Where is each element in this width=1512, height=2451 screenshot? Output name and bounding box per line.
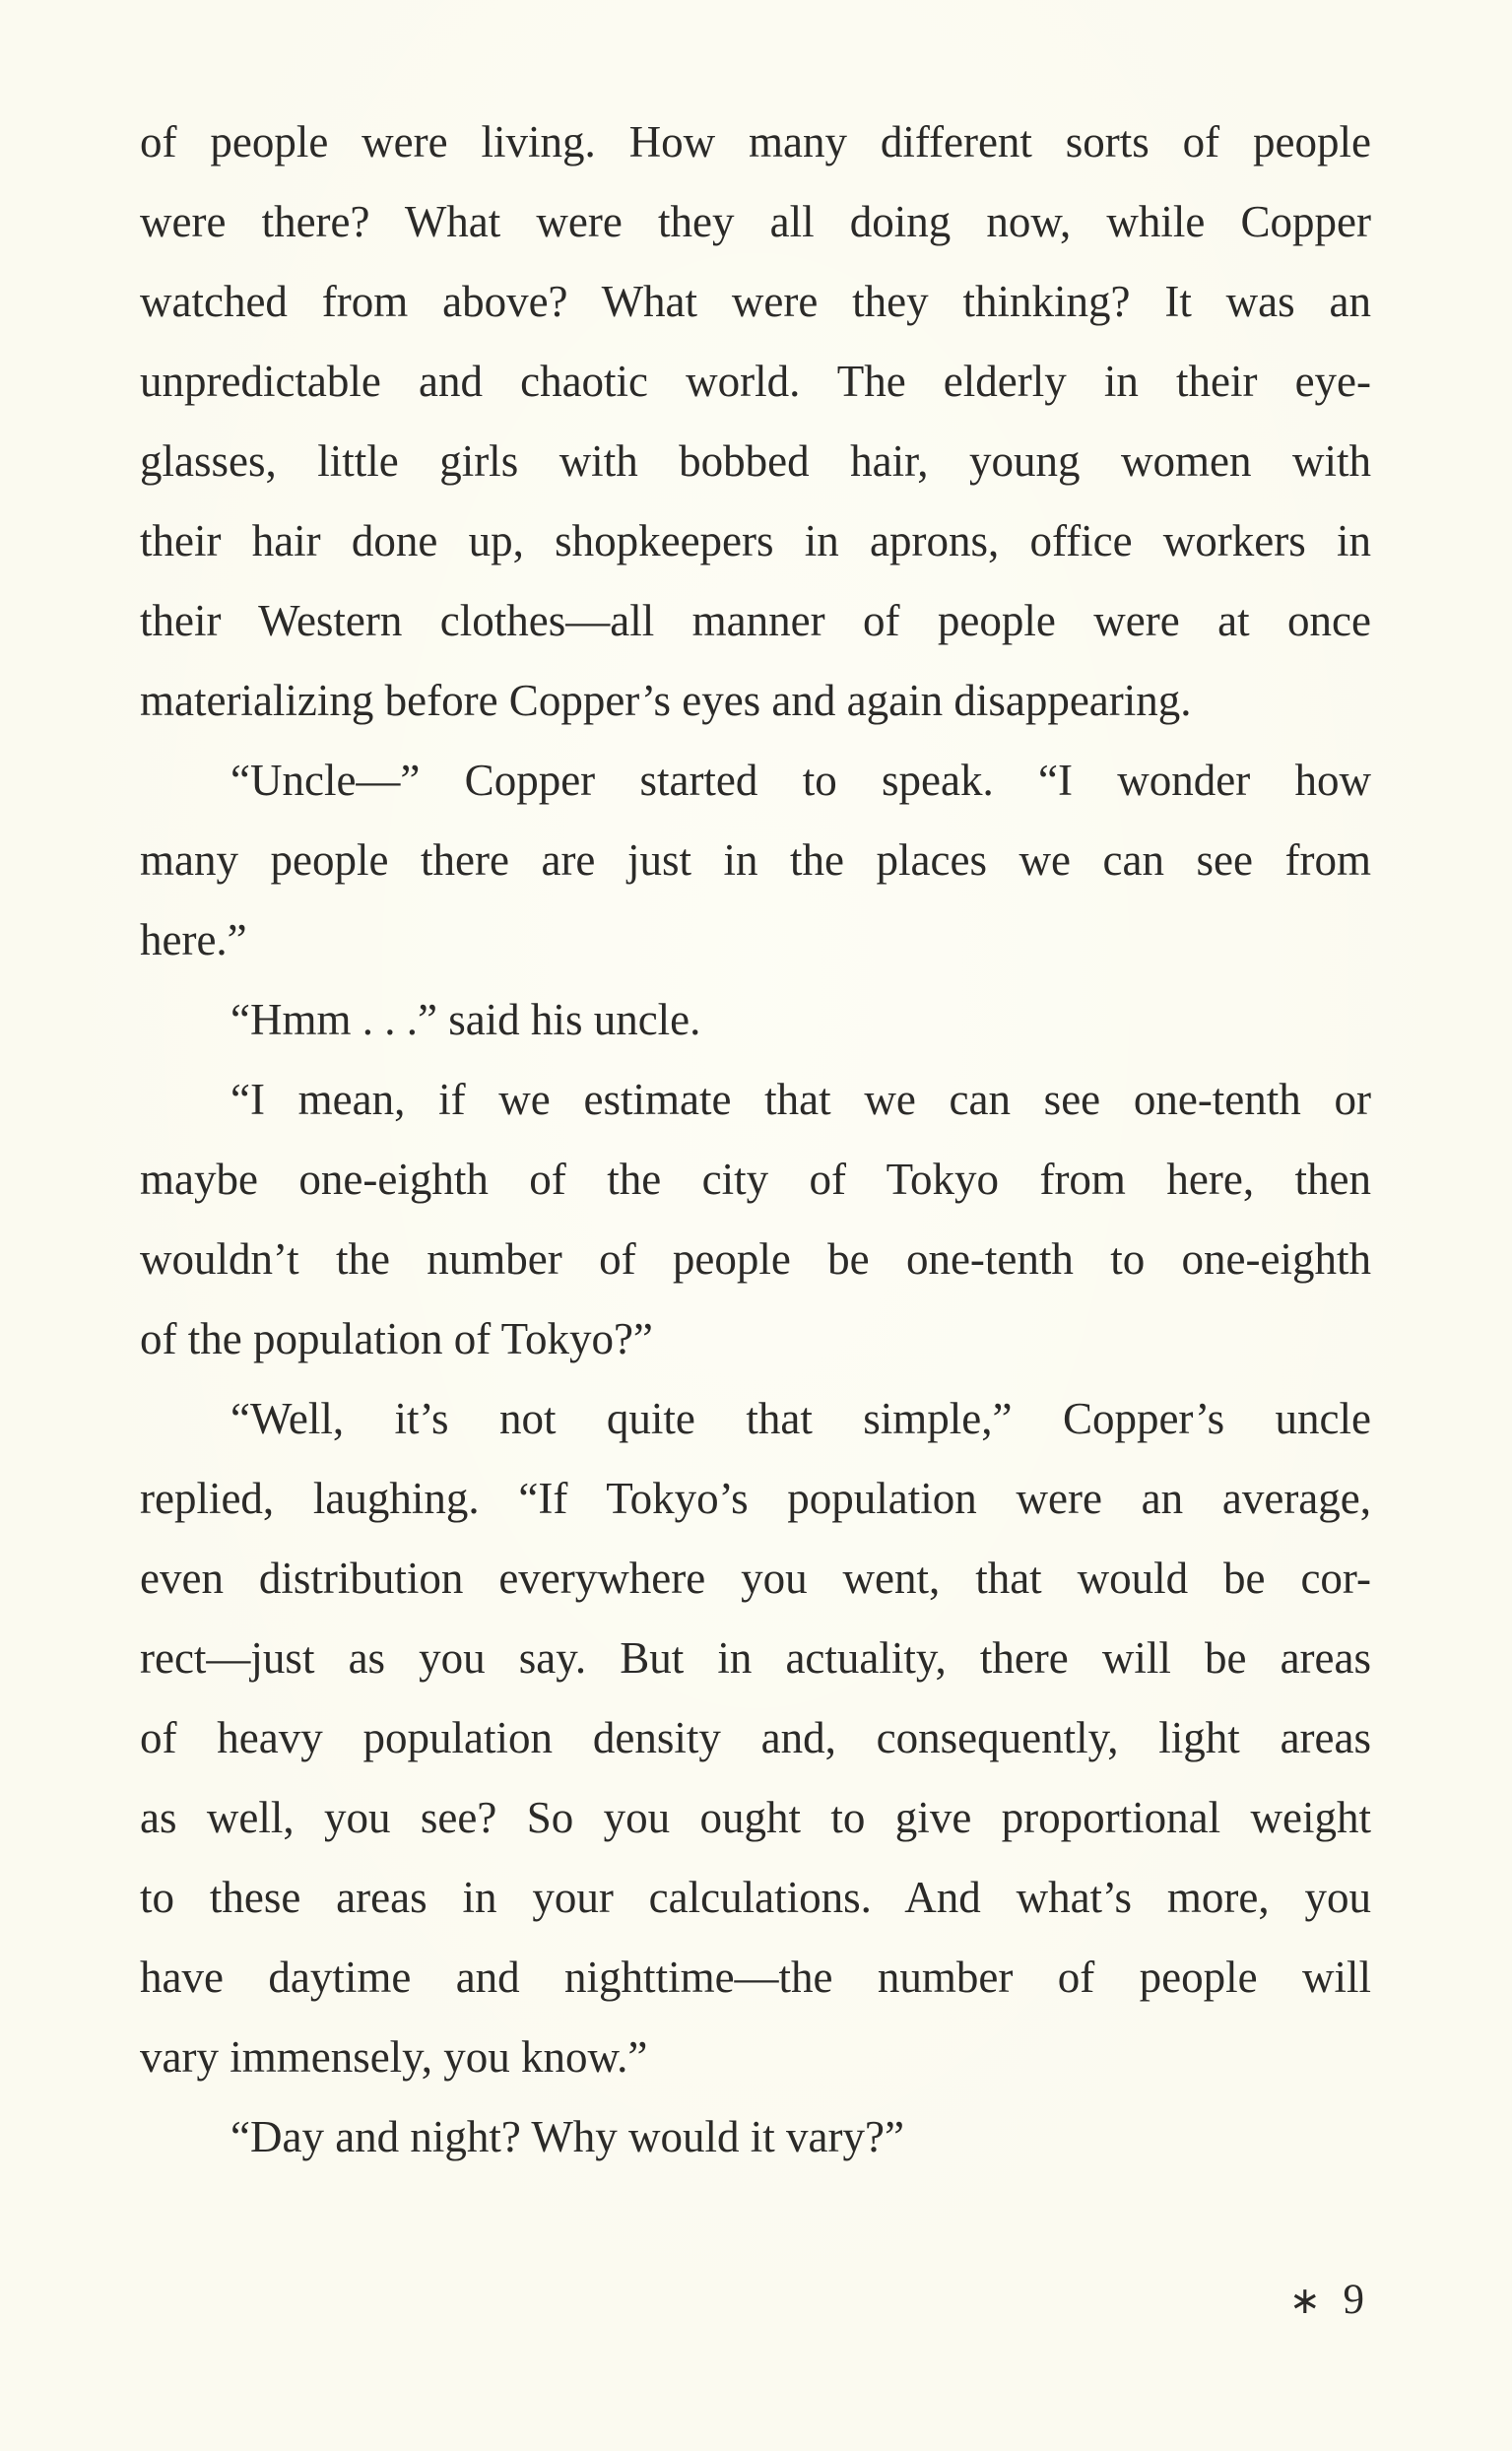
text-line: unpredictable and chaotic world. The elderly in their eye- bbox=[140, 357, 1371, 406]
text-line: wouldn’t the number of people be one-tenth to one-eighth bbox=[140, 1234, 1371, 1284]
text-line: of the population of Tokyo?” bbox=[140, 1314, 653, 1363]
text-line: their Western clothes—all manner of people were at once bbox=[140, 596, 1371, 645]
text-line: many people there are just in the places we can see from bbox=[140, 835, 1371, 885]
page-number-value: 9 bbox=[1343, 2277, 1370, 2323]
text-line: as well, you see? So you ought to give proportional weight bbox=[140, 1793, 1371, 1842]
text-line: of heavy population density and, consequently, light areas bbox=[140, 1713, 1371, 1762]
text-line: replied, laughing. “If Tokyo’s population were an average, bbox=[140, 1474, 1371, 1523]
asterisk-icon: ∗ bbox=[1288, 2279, 1327, 2322]
text-line: their hair done up, shopkeepers in aprons, office workers in bbox=[140, 516, 1371, 565]
text-line: “Well, it’s not quite that simple,” Copper’s uncle bbox=[230, 1394, 1371, 1443]
text-line: watched from above? What were they thinking? It was an bbox=[140, 277, 1371, 326]
text-line: vary immensely, you know.” bbox=[140, 2032, 648, 2082]
page-number bbox=[1289, 2276, 1370, 2324]
text-line: “Uncle—” Copper started to speak. “I wonder how bbox=[230, 756, 1371, 805]
text-line: “Hmm . . .” said his uncle. bbox=[230, 995, 701, 1044]
text-line: even distribution everywhere you went, that would be cor- bbox=[140, 1554, 1371, 1603]
text-line: were there? What were they all doing now, while Copper bbox=[140, 197, 1371, 246]
text-line: of people were living. How many different sorts of people bbox=[140, 117, 1371, 166]
text-line: have daytime and nighttime—the number of people will bbox=[140, 1953, 1371, 2002]
text-line: materializing before Copper’s eyes and again disappearing. bbox=[140, 676, 1192, 725]
text-line: “Day and night? Why would it vary?” bbox=[230, 2112, 904, 2161]
text-line: rect—just as you say. But in actuality, there will be areas bbox=[140, 1633, 1371, 1683]
body-text bbox=[140, 102, 1371, 2177]
text-line: “I mean, if we estimate that we can see one-tenth or bbox=[230, 1075, 1371, 1124]
text-line: to these areas in your calculations. And what’s more, you bbox=[140, 1873, 1371, 1922]
text-line: glasses, little girls with bobbed hair, young women with bbox=[140, 436, 1371, 486]
text-line: here.” bbox=[140, 915, 247, 964]
text-line: maybe one-eighth of the city of Tokyo from here, then bbox=[140, 1155, 1371, 1204]
